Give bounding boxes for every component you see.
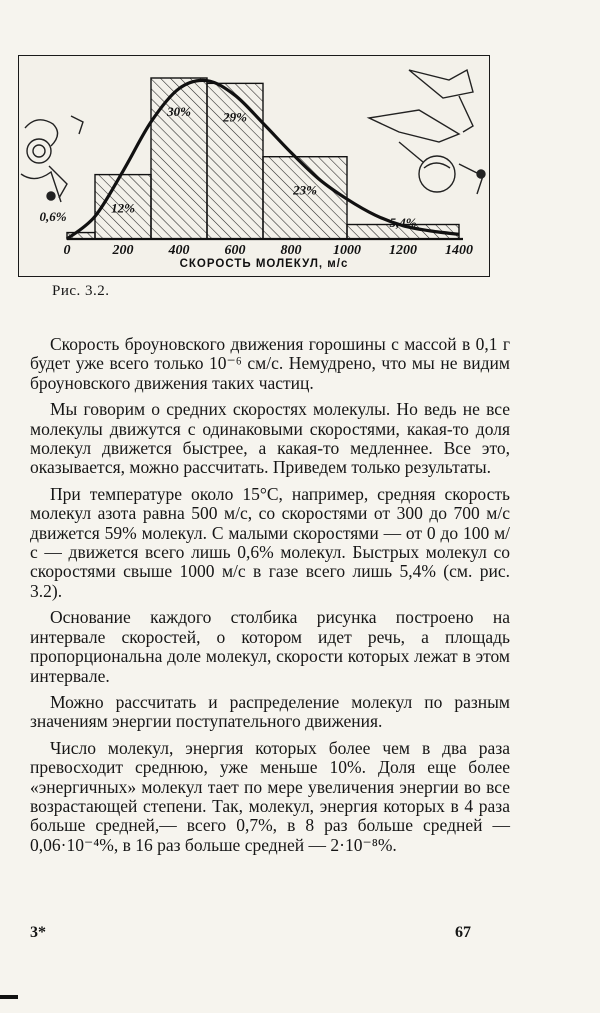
x-tick-label: 0 [63, 243, 71, 258]
page-number: 67 [455, 924, 471, 941]
decorative-sketch-left-icon [21, 116, 83, 202]
signature-mark: 3* [30, 924, 46, 941]
bar-label: 5,4% [389, 215, 417, 230]
body-text [30, 335, 510, 862]
bar-2 [151, 78, 207, 239]
paragraph: При температуре около 15°С, например, средняя скорость молекул азота равна 500 м/с, со скоростями от 300 до 700 м/с движется 59% молекул. С малыми скоростями — от 0 до 100 м/с — движется всего лишь 0,6% молекул. Быстрых молекул со скоростями свыше 1000 м/с в газе всего лишь 5,4% (см. рис. 3.2). [30, 483, 510, 601]
decorative-sketch-right-icon [369, 70, 485, 194]
x-tick-label: 1400 [445, 243, 473, 258]
x-ticks-group [64, 243, 474, 258]
x-tick-label: 1200 [389, 243, 417, 258]
page-edge-mark [0, 995, 18, 999]
bar-3 [207, 83, 263, 239]
bar-label: 29% [223, 109, 247, 125]
bar-4 [263, 157, 347, 239]
x-tick-label: 400 [168, 243, 190, 258]
paragraph: Скорость броуновского движения горошины с массой в 0,1 г будет уже всего только 10⁻⁶ см/с. Немудрено, что мы не видим броуновского движения таких частиц. [30, 334, 510, 393]
x-axis-label: СКОРОСТЬ МОЛЕКУЛ, м/с [179, 258, 349, 270]
figure-frame [18, 55, 490, 277]
bar-label: 23% [293, 182, 317, 198]
figure-caption: Рис. 3.2. [52, 283, 110, 299]
bar-label: 12% [111, 200, 135, 216]
bar-label: 0,6% [39, 209, 67, 224]
paragraph: Мы говорим о средних скоростях молекулы. Но ведь не все молекулы движутся с одинаковыми скоростями, какая-то доля молекул движется быстрее, а какая-то медленнее. Все это, оказывается, можно рассчитать. Приведем только результаты. [30, 399, 510, 478]
x-tick-label: 600 [224, 243, 246, 258]
paragraph: Можно рассчитать и распределение молекул по разным значениям энергии поступательного движения. [30, 691, 510, 732]
x-tick-label: 1000 [333, 243, 361, 258]
speed-distribution-chart [19, 56, 491, 278]
x-tick-label: 200 [112, 243, 134, 258]
paragraph: Число молекул, энергия которых более чем в два раза превосходит среднюю, уже меньше 10%. Доля еще более «энергичных» молекул тает по мере увеличения энергии во все возрастающей степени. Так, молекул, энергия которых в 4 раза больше средней,— всего 0,7%, в 8 раз больше средней — 0,06·10⁻⁴%, в 16 раз больше средней — 2·10⁻⁸%. [30, 737, 510, 855]
bar-label: 30% [167, 104, 191, 119]
paragraph: Основание каждого столбика рисунка построено на интервале скоростей, о котором идет речь, а площадь пропорциональна доле молекул, скорости которых лежат в этом интервале. [30, 607, 510, 686]
x-tick-label: 800 [280, 243, 302, 258]
